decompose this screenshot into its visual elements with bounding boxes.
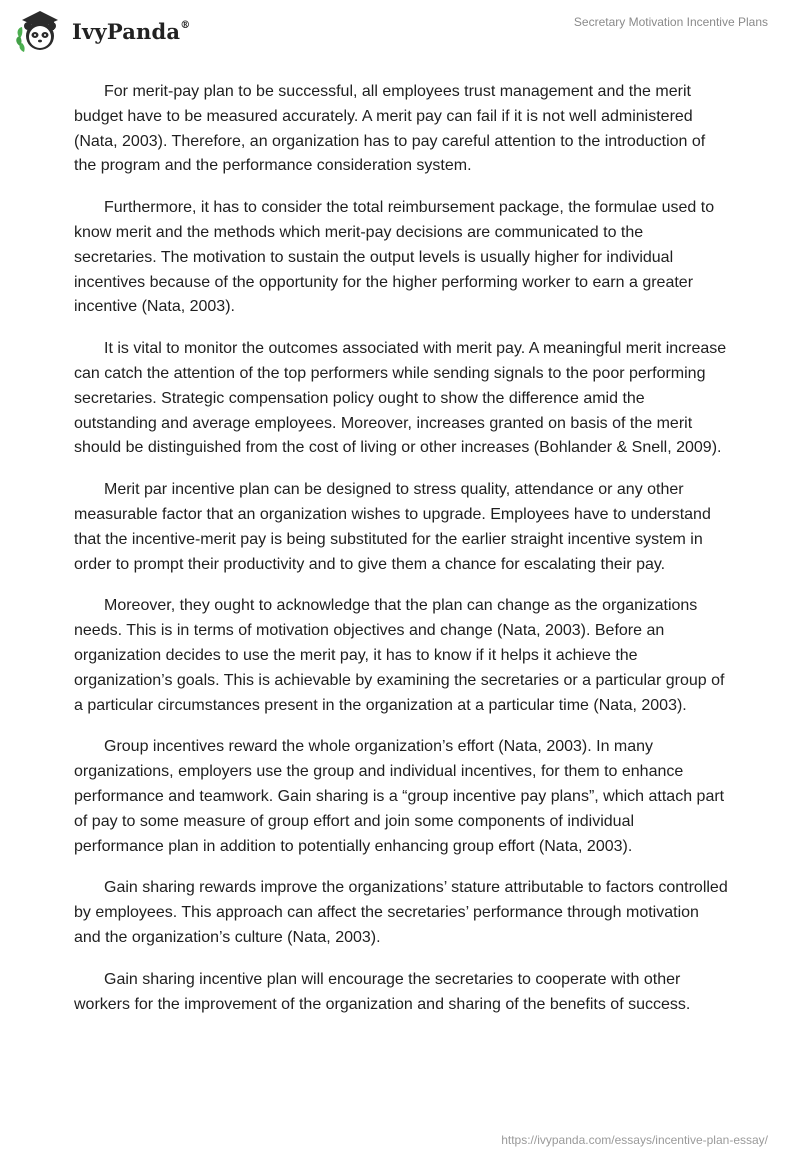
panda-graduate-logo-icon xyxy=(14,8,66,54)
paragraph: It is vital to monitor the outcomes associated with merit pay. A meaningful merit increase can catch the attention of the top performers while sending signals to the poor performing secretaries. Strategic compensation policy ought to show the difference amid the outstanding and average employees. Moreover, increases granted on basis of the merit should be distinguished from the cost of living or other increases (Bohlander & Snell, 2009). xyxy=(74,340,727,457)
essay-body xyxy=(74,80,728,1034)
source-url[interactable]: https://ivypanda.com/essays/incentive-plan-essay/ xyxy=(501,1133,768,1147)
brand-name: IvyPanda® xyxy=(72,18,191,44)
paragraph: Furthermore, it has to consider the total reimbursement package, the formulae used to know merit and the methods which merit-pay decisions are communicated to the secretaries. The motivation to sustain the output levels is usually higher for individual incentives because of the opportunity for the higher performing worker to earn a greater incentive (Nata, 2003). xyxy=(74,199,715,316)
paragraph: Moreover, they ought to acknowledge that the plan can change as the organizations needs. This is in terms of motivation objectives and change (Nata, 2003). Before an organization decides to use the merit pay, it has to know if it helps it achieve the organization’s goals. This is achievable by examining the secretaries or a particular group of a particular circumstances present in the organization at a particular time (Nata, 2003). xyxy=(74,597,725,714)
ivypanda-logo[interactable] xyxy=(14,8,190,54)
paragraph: Gain sharing rewards improve the organizations’ stature attributable to factors controlled by employees. This approach can affect the secretaries’ performance through motivation and the organization’s culture (Nata, 2003). xyxy=(74,879,728,946)
page-header xyxy=(0,0,800,66)
document-title: Secretary Motivation Incentive Plans xyxy=(573,15,768,29)
paragraph: Group incentives reward the whole organization’s effort (Nata, 2003). In many organizations, employers use the group and individual incentives, for them to enhance performance and teamwork. Gain sharing is a “group incentive pay plans”, which attach part of pay to some measure of group effort and join some components of individual performance plan in addition to potentially enhancing group effort (Nata, 2003). xyxy=(74,738,725,855)
paragraph: Merit par incentive plan can be designed to stress quality, attendance or any other measurable factor that an organization wishes to upgrade. Employees have to understand that the incentive-merit pay is being substituted for the earlier straight incentive system in order to prompt their productivity and to give them a chance for escalating their pay. xyxy=(74,481,711,573)
paragraph: Gain sharing incentive plan will encourage the secretaries to cooperate with other workers for the improvement of the organization and sharing of the benefits of success. xyxy=(74,970,691,1013)
paragraph: For merit-pay plan to be successful, all employees trust management and the merit budget have to be measured accurately. A merit pay can fail if it is not well administered (Nata, 2003). Therefore, an organization has to pay careful attention to the introduction of the program and the performance consideration system. xyxy=(74,83,706,175)
